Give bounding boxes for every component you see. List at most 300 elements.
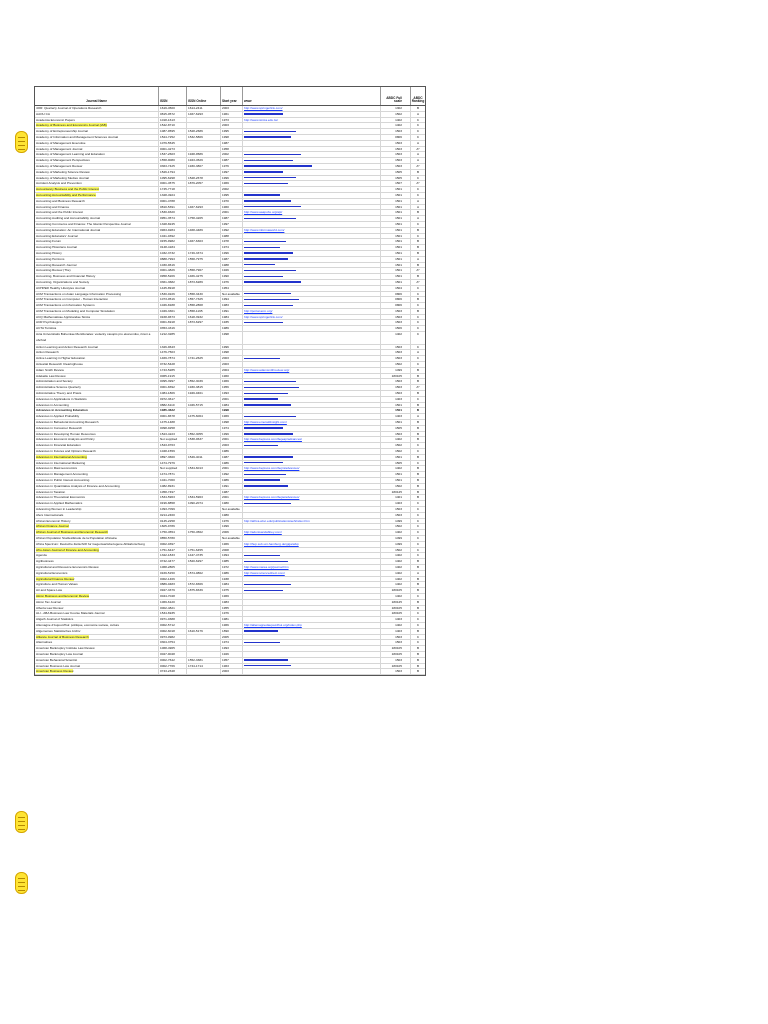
journal-name-cell: Allemagne d'Aujourd'hui: politique, economie societe, culture	[35, 623, 159, 628]
start-year-cell: 1997	[221, 170, 243, 175]
issn-cell: 0001-8678	[159, 414, 187, 419]
hyperlink-bar[interactable]	[244, 630, 278, 631]
www-cell[interactable]	[243, 484, 381, 489]
issn-online-cell	[187, 123, 221, 128]
issn-cell: 1041-7060	[159, 478, 187, 483]
www-cell	[243, 222, 381, 227]
www-cell[interactable]	[243, 216, 381, 221]
www-cell	[243, 646, 381, 651]
www-cell[interactable]	[243, 280, 381, 285]
start-year-cell: 1974	[221, 426, 243, 431]
issn-cell: 0958-5206	[159, 274, 187, 279]
abdc-cell: 1501	[381, 199, 411, 204]
issn-online-cell	[187, 397, 221, 402]
hyperlink-bar[interactable]	[244, 642, 280, 643]
hyperlink-bar[interactable]	[244, 485, 288, 486]
issn-online-cell	[187, 640, 221, 645]
hyperlink-bar[interactable]	[244, 584, 291, 585]
header-journal-name: Journal Name	[35, 87, 159, 105]
www-cell[interactable]	[243, 571, 381, 576]
abdc-cell: 180105	[381, 652, 411, 657]
hyperlink-bar[interactable]	[244, 165, 312, 166]
issn-online-cell	[187, 577, 221, 582]
hyperlink-bar[interactable]	[244, 293, 291, 294]
hyperlink-bar[interactable]	[244, 194, 280, 195]
www-cell[interactable]	[243, 391, 381, 396]
start-year-cell: 1980	[221, 513, 243, 518]
start-year-cell: 2003	[221, 106, 243, 111]
hyperlink-bar[interactable]	[244, 322, 283, 323]
hyperlink-bar[interactable]	[244, 381, 296, 382]
abdc-cell: 1502	[381, 524, 411, 529]
www-cell[interactable]	[243, 303, 381, 308]
www-cell[interactable]	[243, 274, 381, 279]
www-cell	[243, 507, 381, 512]
www-cell[interactable]	[243, 565, 381, 570]
www-cell[interactable]	[243, 315, 381, 320]
issn-cell: 0363-7425	[159, 164, 187, 169]
www-cell[interactable]	[243, 176, 381, 181]
www-cell[interactable]	[243, 112, 381, 117]
ranking-cell: B	[416, 367, 420, 372]
www-cell[interactable]	[243, 181, 381, 186]
abdc-cell: 1501	[381, 268, 411, 273]
journal-name-cell: ACTA Turistica	[35, 326, 159, 331]
journal-name-cell: Acta Universitatis Bohemiae Meridionales: vedecky casopis pro ekonomiku, rizeni a obchod	[35, 332, 159, 344]
hyperlink-bar[interactable]	[244, 479, 280, 480]
www-cell[interactable]	[243, 432, 381, 437]
ranking-cell: B	[416, 408, 420, 413]
ranking-cell: B	[416, 651, 420, 656]
start-year-cell: 1987	[221, 158, 243, 163]
abdc-cell: 0806	[381, 292, 411, 297]
journal-name-cell: ACR Psychologica	[35, 320, 159, 325]
hyperlink-bar[interactable]	[244, 206, 301, 207]
journal-link: http://www.adamsmithreview.org/	[244, 367, 290, 372]
journal-name-cell: Alternatives	[35, 640, 159, 645]
ranking-cell: C	[416, 518, 420, 523]
www-cell[interactable]	[243, 426, 381, 431]
abdc-cell: 1402	[381, 466, 411, 471]
abdc-cell: 1501	[381, 193, 411, 198]
www-cell[interactable]	[243, 420, 381, 425]
journal-name-cell: American Bankruptcy Law Journal	[35, 652, 159, 657]
www-cell[interactable]	[243, 135, 381, 140]
issn-online-cell	[187, 472, 221, 477]
journal-name-cell: Action Research	[35, 350, 159, 355]
ranking-cell: B	[416, 669, 420, 674]
www-cell[interactable]	[243, 320, 381, 325]
ranking-cell: B	[416, 663, 420, 668]
start-year-cell: 1975	[221, 588, 243, 593]
www-cell[interactable]	[243, 559, 381, 564]
abdc-cell: 1503	[381, 350, 411, 355]
journal-link: http://www.bepress.com/bejm/advances/	[244, 466, 300, 471]
hyperlink-bar[interactable]	[244, 136, 291, 137]
www-cell[interactable]	[243, 164, 381, 169]
start-year-cell: 1969	[221, 181, 243, 186]
www-cell[interactable]	[243, 623, 381, 628]
www-cell[interactable]	[243, 257, 381, 262]
www-cell[interactable]	[243, 530, 381, 535]
hyperlink-bar[interactable]	[244, 200, 291, 201]
issn-online-cell: 1090-2074	[187, 501, 221, 506]
hyperlink-bar[interactable]	[244, 358, 280, 359]
start-year-cell: 2003	[221, 362, 243, 367]
hyperlink-bar[interactable]	[244, 258, 288, 259]
hyperlink-bar[interactable]	[244, 561, 288, 562]
hyperlink-bar[interactable]	[244, 160, 293, 161]
issn-online-cell	[187, 536, 221, 541]
hyperlink-bar[interactable]	[244, 113, 283, 114]
journal-name-cell: Active Learning in Higher Education	[35, 356, 159, 361]
www-cell[interactable]	[243, 519, 381, 524]
www-cell[interactable]	[243, 495, 381, 500]
abdc-cell: 1402	[381, 582, 411, 587]
www-cell[interactable]	[243, 443, 381, 448]
issn-online-cell: 1534-5963	[187, 495, 221, 500]
www-cell[interactable]	[243, 193, 381, 198]
www-cell[interactable]	[243, 658, 381, 663]
issn-online-cell: 1749-3374	[187, 251, 221, 256]
www-cell[interactable]	[243, 297, 381, 302]
abdc-cell: 1501	[381, 222, 411, 227]
start-year-cell: 1969	[221, 414, 243, 419]
hyperlink-bar[interactable]	[244, 171, 283, 172]
abdc-cell: 1503	[381, 385, 411, 390]
www-cell[interactable]	[243, 379, 381, 384]
issn-online-cell	[187, 170, 221, 175]
hyperlink-bar[interactable]	[244, 281, 301, 282]
hyperlink-bar[interactable]	[244, 183, 288, 184]
www-cell[interactable]	[243, 152, 381, 157]
hyperlink-bar[interactable]	[244, 247, 280, 248]
www-cell[interactable]	[243, 245, 381, 250]
start-year-cell: 1957	[221, 658, 243, 663]
start-year-cell: 1926	[221, 268, 243, 273]
hyperlink-bar[interactable]	[244, 659, 288, 660]
issn-online-cell: 1538-0637	[187, 437, 221, 442]
abdc-cell: 1403	[381, 414, 411, 419]
www-cell[interactable]	[243, 414, 381, 419]
abdc-cell: 1503	[381, 152, 411, 157]
www-cell	[243, 606, 381, 611]
www-cell[interactable]	[243, 553, 381, 558]
issn-online-cell: 1879-2057	[187, 181, 221, 186]
hyperlink-bar[interactable]	[244, 474, 286, 475]
abdc-cell: 1499	[381, 519, 411, 524]
www-cell[interactable]	[243, 640, 381, 645]
start-year-cell: 1960	[221, 374, 243, 379]
journal-name-cell: American Business Law Journal	[35, 664, 159, 669]
abdc-cell: 1502	[381, 484, 411, 489]
issn-cell: 0001-4788	[159, 199, 187, 204]
journal-name-cell: ACM Transactions on Information Systems	[35, 303, 159, 308]
www-cell[interactable]	[243, 158, 381, 163]
abdc-cell: 1502	[381, 362, 411, 367]
hyperlink-bar[interactable]	[244, 218, 296, 219]
start-year-cell: 1999	[221, 432, 243, 437]
issn-online-cell: 1466-4275	[187, 274, 221, 279]
start-year-cell: 1993	[221, 391, 243, 396]
ranking-cell: B	[416, 628, 420, 633]
www-cell[interactable]	[243, 542, 381, 547]
www-cell	[243, 524, 381, 529]
issn-cell: 0001-6918	[159, 320, 187, 325]
www-cell[interactable]	[243, 268, 381, 273]
journal-name-cell: Advances in Theoretical Economics	[35, 495, 159, 500]
issn-cell: 0002-1466	[159, 577, 187, 582]
www-cell[interactable]	[243, 210, 381, 215]
hyperlink-bar[interactable]	[244, 276, 283, 277]
issn-cell: 0168-9673	[159, 315, 187, 320]
issn-cell: 0732-5428	[159, 362, 187, 367]
abdc-cell: 1503	[381, 658, 411, 663]
hyperlink-bar[interactable]	[244, 270, 296, 271]
www-cell[interactable]	[243, 263, 381, 268]
abdc-cell: 0806	[381, 135, 411, 140]
start-year-cell: 1976	[221, 611, 243, 616]
www-cell[interactable]	[243, 397, 381, 402]
issn-cell: 0002-5712	[159, 623, 187, 628]
issn-cell: 1474-7871	[159, 472, 187, 477]
issn-cell: 0196-8858	[159, 501, 187, 506]
www-cell[interactable]	[243, 466, 381, 471]
www-cell[interactable]	[243, 403, 381, 408]
journal-name-cell: Agribusiness	[35, 559, 159, 564]
hyperlink-bar[interactable]	[244, 445, 278, 446]
journal-name-cell: ACM Transactions on Computer - Human Interaction	[35, 297, 159, 302]
issn-online-cell: 1558-1195	[187, 309, 221, 314]
abdc-cell: 1503	[381, 507, 411, 512]
ranking-cell: A	[416, 158, 420, 163]
hyperlink-bar[interactable]	[244, 503, 291, 504]
journal-name-cell: Advances in International Accounting	[35, 455, 159, 460]
ranking-cell: B	[416, 588, 420, 593]
issn-cell: 0304-3754	[159, 640, 187, 645]
issn-cell: 1018-161X	[159, 118, 187, 123]
hyperlink-bar[interactable]	[244, 305, 293, 306]
journal-name-cell: Academy of Marketing Studies Journal	[35, 176, 159, 181]
ranking-cell: B	[416, 262, 420, 267]
start-year-cell: 1970	[221, 199, 243, 204]
issn-cell: 1526-1794	[159, 170, 187, 175]
ranking-cell: B	[416, 373, 420, 378]
www-cell[interactable]	[243, 292, 381, 297]
issn-online-cell	[187, 443, 221, 448]
issn-online-cell: 1447-4735	[187, 553, 221, 558]
hyperlink-bar[interactable]	[244, 555, 280, 556]
ranking-cell: B	[416, 402, 420, 407]
www-cell[interactable]	[243, 629, 381, 634]
issn-online-cell	[187, 210, 221, 215]
issn-cell: 0815-0572	[159, 112, 187, 117]
www-cell[interactable]	[243, 356, 381, 361]
issn-online-cell: 1528-2686	[187, 129, 221, 134]
issn-online-cell	[187, 611, 221, 616]
hyperlink-bar[interactable]	[244, 154, 301, 155]
www-cell[interactable]	[243, 368, 381, 373]
start-year-cell: 1963	[221, 664, 243, 669]
www-cell	[243, 286, 381, 291]
journal-name-cell: ACQ Mathematicae Applicandae Sinica	[35, 315, 159, 320]
start-year-cell: 1890	[221, 629, 243, 634]
start-year-cell: 1993	[221, 646, 243, 651]
start-year-cell: 1954	[221, 286, 243, 291]
issn-online-cell: 1930-3815	[187, 385, 221, 390]
issn-cell: 1048-1559	[159, 449, 187, 454]
abdc-cell: 1402	[381, 571, 411, 576]
abdc-cell: 180105	[381, 664, 411, 669]
hyperlink-bar[interactable]	[244, 433, 293, 434]
ranking-cell: B	[416, 495, 420, 500]
ranking-cell: C	[416, 530, 420, 535]
issn-cell: 0148-4184	[159, 245, 187, 250]
start-year-cell: 1974	[221, 640, 243, 645]
journal-name-cell: Actuarial Research Clearinghouse	[35, 362, 159, 367]
hyperlink-bar[interactable]	[244, 456, 293, 457]
ranking-cell: B	[416, 489, 420, 494]
www-cell[interactable]	[243, 582, 381, 587]
abdc-cell: 1403	[381, 629, 411, 634]
www-cell[interactable]	[243, 478, 381, 483]
www-cell	[243, 513, 381, 518]
issn-cell: 1079-5545	[159, 141, 187, 146]
ranking-cell: C	[416, 524, 420, 529]
ranking-cell: B	[416, 391, 420, 396]
hyperlink-bar[interactable]	[244, 590, 283, 591]
journal-name-cell: Advances in Financial Education	[35, 443, 159, 448]
hyperlink-bar[interactable]	[244, 387, 299, 388]
journal-name-cell: Alliance Journal of Business Research	[35, 635, 159, 640]
www-cell[interactable]	[243, 455, 381, 460]
www-cell[interactable]	[243, 106, 381, 111]
abdc-cell: 180105	[381, 374, 411, 379]
start-year-cell: 1983	[221, 303, 243, 308]
abdc-cell: 1506	[381, 326, 411, 331]
journal-link: http://www.informaworld.com/	[244, 227, 285, 232]
abdc-cell: 1507	[381, 181, 411, 186]
table-header	[35, 87, 425, 106]
sticky-note-icon	[15, 131, 28, 153]
issn-cell: 0353-4316	[159, 326, 187, 331]
www-cell[interactable]	[243, 205, 381, 210]
start-year-cell: 1976	[221, 280, 243, 285]
hyperlink-bar[interactable]	[244, 398, 278, 399]
journal-name-cell: Accounting and Finance	[35, 205, 159, 210]
journal-name-cell: Akron Business and Economic Review	[35, 594, 159, 599]
www-cell[interactable]	[243, 385, 381, 390]
issn-cell: 1534-5963	[159, 495, 187, 500]
issn-online-cell	[187, 374, 221, 379]
journal-name-cell: American Behavioral Scientist	[35, 658, 159, 663]
hyperlink-bar[interactable]	[244, 264, 275, 265]
start-year-cell: 1998	[221, 332, 243, 344]
journal-link: http://portal.acm.org/	[244, 308, 273, 313]
start-year-cell: 1969	[221, 594, 243, 599]
issn-cell: 1046-8188	[159, 303, 187, 308]
ranking-cell: B	[416, 478, 420, 482]
journal-name-cell: Advances in Applied Mathematics	[35, 501, 159, 506]
abdc-cell: 1503	[381, 356, 411, 361]
issn-online-cell	[187, 461, 221, 466]
ranking-cell: A	[416, 152, 420, 157]
journal-name-cell: Advancing Women in Leadership	[35, 507, 159, 512]
abdc-cell: 1402	[381, 553, 411, 558]
start-year-cell: 1984	[221, 315, 243, 320]
www-cell[interactable]	[243, 129, 381, 134]
issn-cell: 1212-3285	[159, 332, 187, 344]
hyperlink-bar[interactable]	[244, 299, 299, 300]
ranking-cell: C	[416, 134, 420, 139]
ranking-cell: C	[416, 123, 420, 128]
abdc-cell: 1503	[381, 635, 411, 640]
issn-cell: 1534-6935	[159, 611, 187, 616]
start-year-cell: 1978	[221, 239, 243, 244]
hyperlink-bar[interactable]	[244, 462, 283, 463]
hyperlink-bar[interactable]	[244, 427, 283, 428]
start-year-cell: 1926	[221, 652, 243, 657]
www-cell[interactable]	[243, 251, 381, 256]
www-cell[interactable]	[243, 199, 381, 204]
hyperlink-bar[interactable]	[244, 416, 296, 417]
www-cell[interactable]	[243, 239, 381, 244]
www-cell[interactable]	[243, 501, 381, 506]
hyperlink-bar[interactable]	[244, 177, 296, 178]
www-cell[interactable]	[243, 170, 381, 175]
www-cell[interactable]	[243, 437, 381, 442]
www-cell[interactable]	[243, 228, 381, 233]
ranking-cell: C	[416, 285, 420, 290]
hyperlink-bar[interactable]	[244, 131, 296, 132]
start-year-cell: 1958	[221, 147, 243, 152]
start-year-cell: 1992	[221, 472, 243, 477]
www-cell[interactable]	[243, 461, 381, 466]
ranking-cell: B	[416, 483, 420, 488]
ranking-cell: B	[416, 250, 420, 255]
www-cell[interactable]	[243, 309, 381, 314]
www-cell[interactable]	[243, 118, 381, 123]
abdc-cell: 1503	[381, 315, 411, 320]
hyperlink-bar[interactable]	[244, 252, 293, 253]
abdc-cell: 1501	[381, 239, 411, 244]
journal-name-cell: Accounting and Business Research	[35, 199, 159, 204]
issn-cell: 1084-1806	[159, 391, 187, 396]
hyperlink-bar[interactable]	[244, 665, 291, 666]
ranking-cell: C	[416, 634, 420, 639]
hyperlink-bar[interactable]	[244, 393, 288, 394]
www-cell[interactable]	[243, 664, 381, 669]
issn-cell: 0927-3379	[159, 588, 187, 593]
www-cell[interactable]	[243, 588, 381, 593]
www-cell	[243, 600, 381, 605]
journal-link: http://www.bepress.com/bejte/advances/	[244, 495, 300, 500]
hyperlink-bar[interactable]	[244, 404, 291, 405]
issn-cell: 0971-0388	[159, 617, 187, 622]
journal-link: http://www.emeraldinsight.com/	[244, 420, 287, 425]
journal-name-cell: Accounting History	[35, 251, 159, 256]
issn-cell: 1543-9763	[159, 443, 187, 448]
www-cell[interactable]	[243, 472, 381, 477]
ranking-cell: C	[416, 187, 420, 192]
issn-cell: 1049-3301	[159, 309, 187, 314]
hyperlink-bar[interactable]	[244, 241, 286, 242]
issn-online-cell: 1549-4011	[187, 455, 221, 460]
abdc-cell: 1501	[381, 205, 411, 210]
issn-online-cell: 1558-3430	[187, 292, 221, 297]
journal-name-cell: Advances in Taxation	[35, 490, 159, 495]
ranking-cell: C	[416, 117, 420, 122]
